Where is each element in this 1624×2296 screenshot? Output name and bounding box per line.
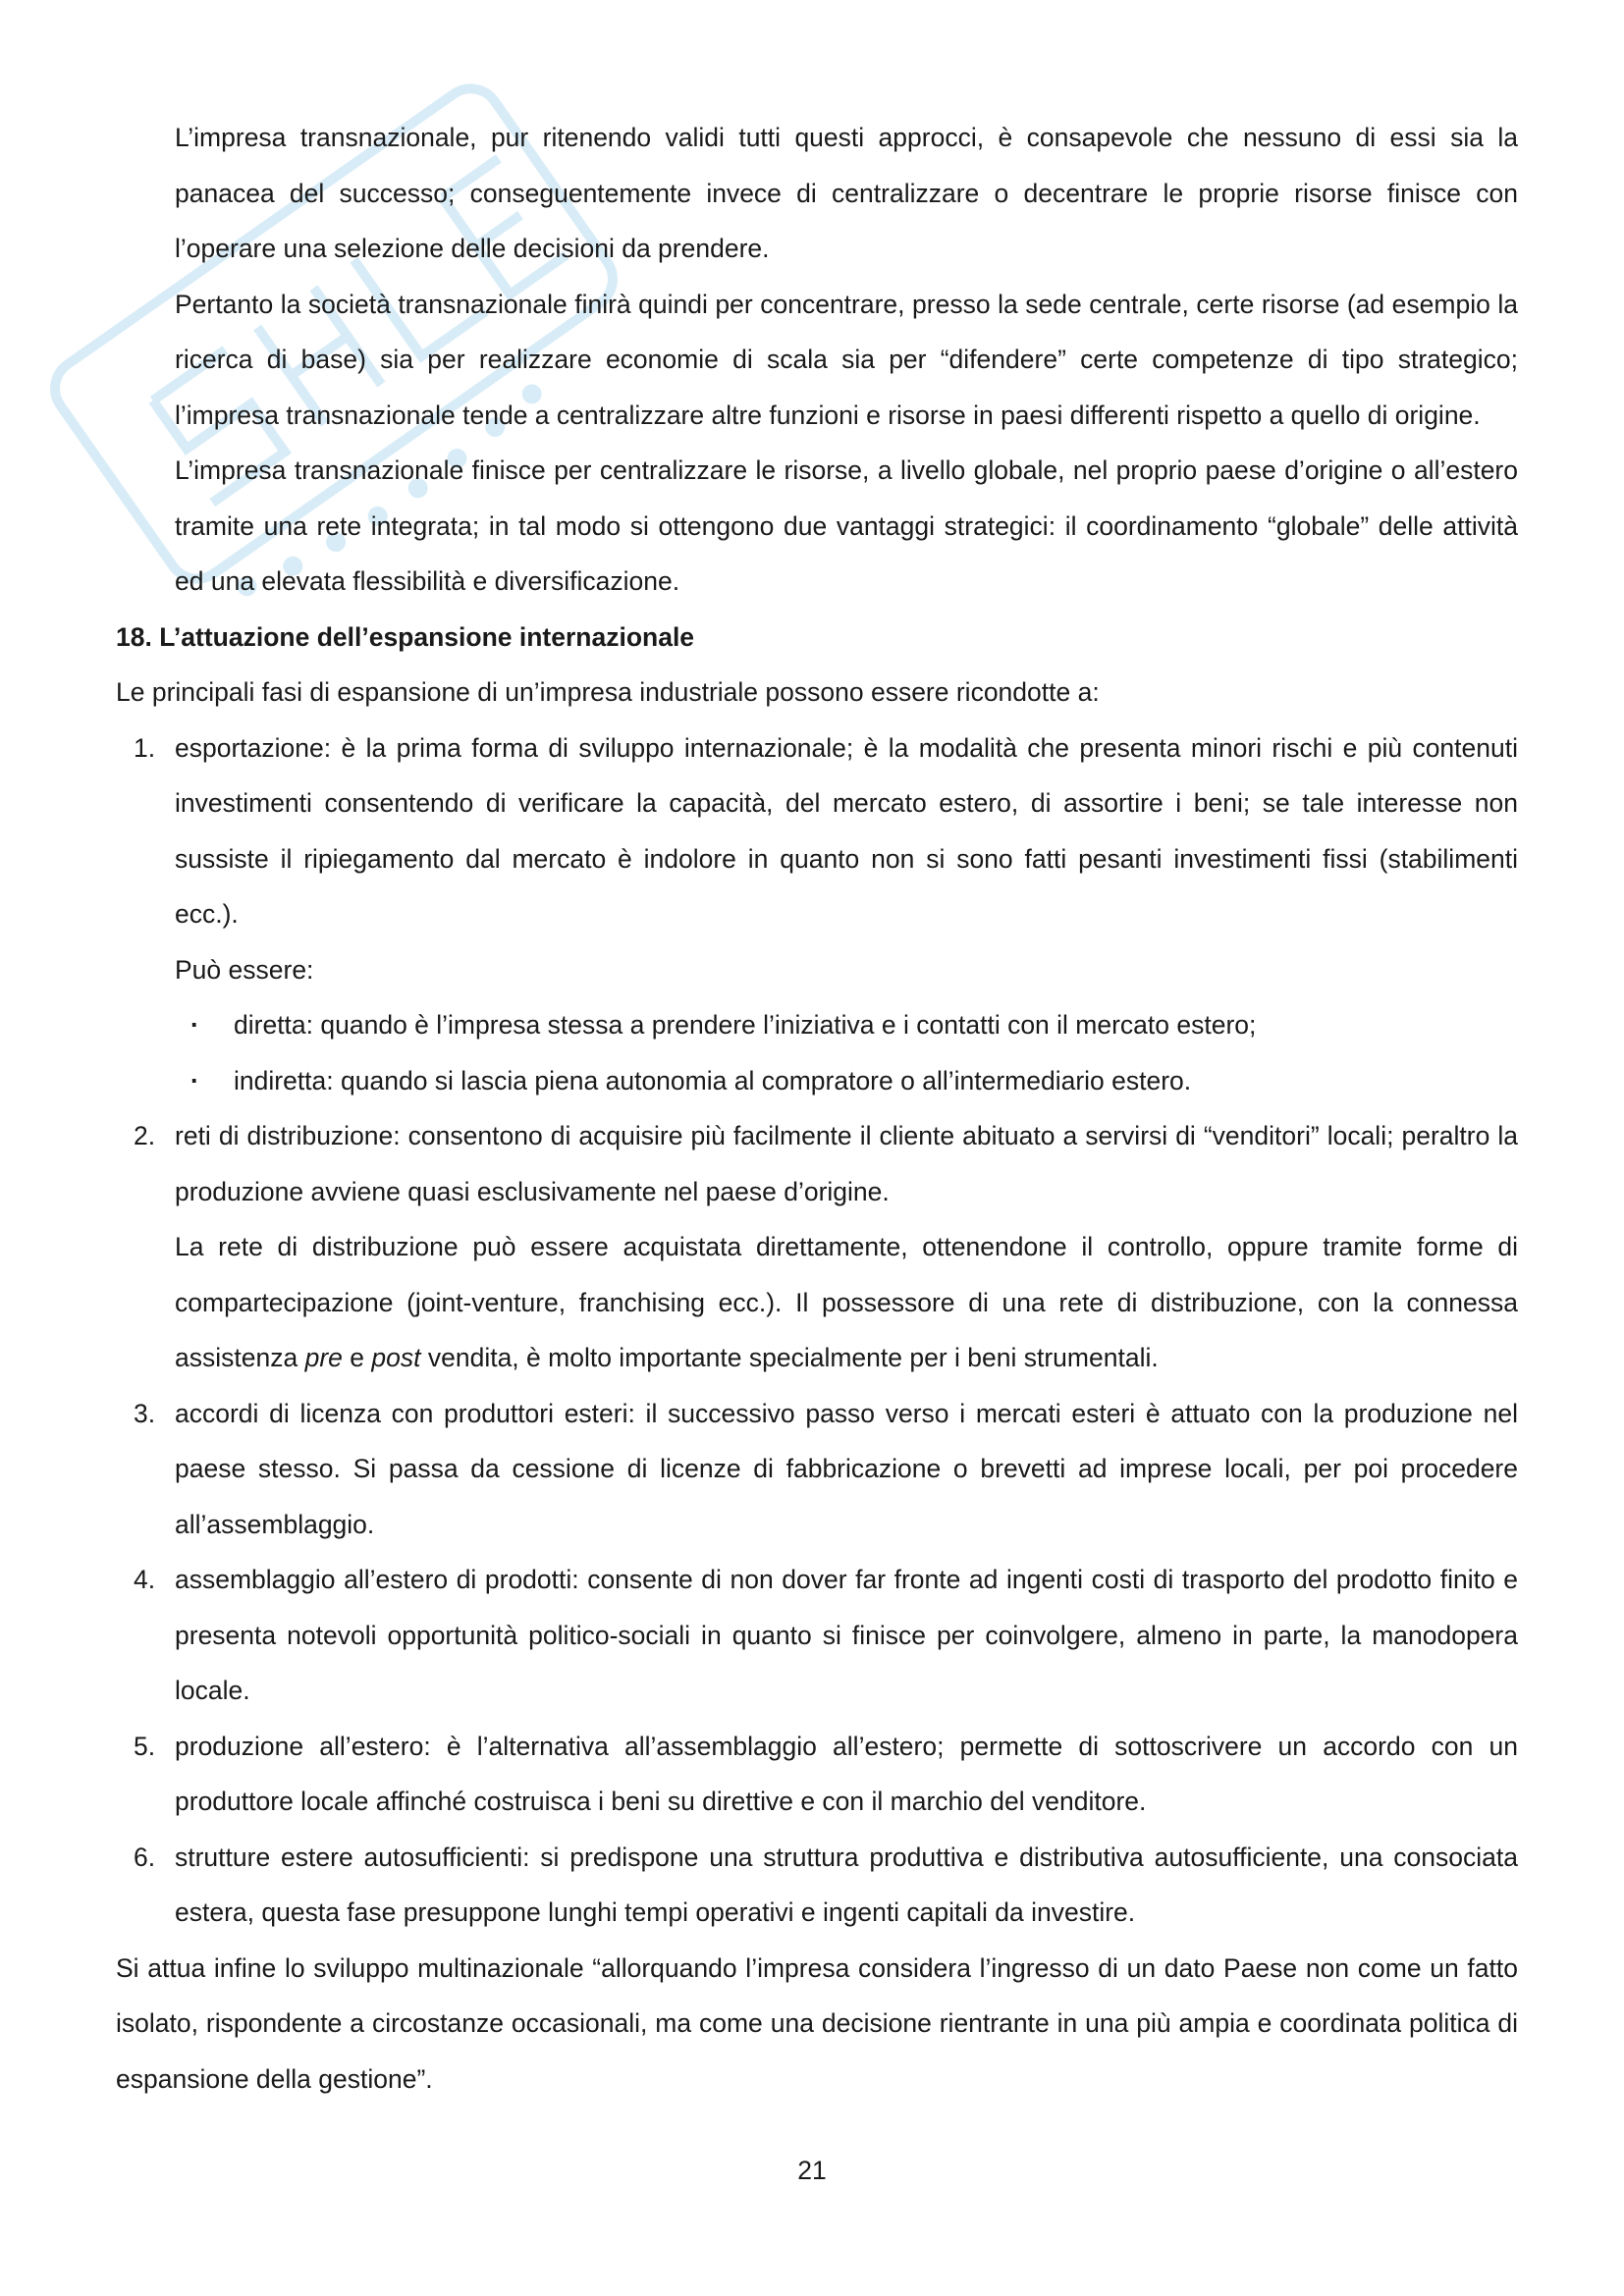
expansion-phases-list [116,721,1518,1941]
list-item [116,1552,1518,1719]
list-item [116,1386,1518,1553]
section-lead: Le principali fasi di espansione di un’impresa industriale possono essere ricondotte a: [116,677,1100,707]
paragraph: L’impresa transnazionale finisce per centralizzare le risorse, a livello globale, nel proprio paese d’origine o all’estero tramite una rete integrata; in tal modo si ottengono due vantaggi strategici: il coordinamento “globale” delle attività ed una elevata flessibilità e diversificazione. [175,455,1518,596]
paragraph: Pertanto la società transnazionale finirà quindi per concentrare, presso la sede centrale, certe risorse (ad esempio la ricerca di base) sia per realizzare economie di scala sia per “difendere” certe competenze di tipo strategico; l’impresa transnazionale tende a centralizzare altre funzioni e risorse in paesi differenti rispetto a quello di origine. [175,289,1518,430]
list-item [116,1719,1518,1830]
list-item-text: esportazione: è la prima forma di sviluppo internazionale; è la modalità che presenta minori rischi e più contenuti investimenti consentendo di verificare la capacità, del mercato estero, di assortire i beni; se tale interesse non sussiste il ripiegamento dal mercato è indolore in quanto non si sono fatti pesanti investimenti fissi (stabilimenti ecc.). [175,732,1518,929]
list-item-extra: La rete di distribuzione può essere acquistata direttamente, ottenendone il controllo, oppure tramite forme di compartecipazione (joint-venture, franchising ecc.). Il possessore di una rete di distribuzione, con la connessa assistenza pre e post vendita, è molto importante specialmente per i beni strumentali. [175,1232,1518,1372]
list-item-text: assemblaggio all’estero di prodotti: consente di non dover far fronte ad ingenti costi di trasporto del prodotto finito e presenta notevoli opportunità politico-sociali in quanto si finisce per coinvolgere, almeno in parte, la manodopera locale. [175,1565,1518,1705]
list-number: 1. [134,732,156,763]
list-number: 3. [134,1398,156,1428]
list-number: 5. [134,1731,156,1761]
list-item-text: accordi di licenza con produttori esteri: il successivo passo verso i mercati esteri è attuato con la produzione nel paese stesso. Si passa da cessione di licenze di fabbricazione o brevetti ad imprese locali, per poi procedere all’assemblaggio. [175,1398,1518,1539]
list-item-text: produzione all’estero: è l’alternativa all’assemblaggio all’estero; permette di sottoscrivere un accordo con un produttore locale affinché costruisca i beni su direttive e con il marchio del venditore. [175,1731,1518,1816]
page-content [116,110,1518,2107]
list-item-text: reti di distribuzione: consentono di acquisire più facilmente il cliente abituato a servirsi di “venditori” locali; peraltro la produzione avviene quasi esclusivamente nel paese d’origine. [175,1121,1518,1206]
list-item [116,721,1518,1109]
list-item [116,1830,1518,1941]
sub-label: Può essere: [175,954,314,985]
bullet-item [175,997,1518,1053]
bullet-list [175,997,1518,1108]
list-number: 6. [134,1842,156,1872]
bullet-dot-icon: · [190,1010,199,1040]
page-number: 21 [797,2156,827,2185]
section-heading: 18. L’attuazione dell’espansione internazionale [116,621,695,652]
list-item-text: strutture estere autosufficienti: si predispone una struttura produttiva e distributiva autosufficiente, una consociata estera, questa fase presuppone lunghi tempi operativi e ingenti capitali da investire. [175,1842,1518,1927]
bullet-item [175,1053,1518,1109]
paragraph: L’impresa transnazionale, pur ritenendo validi tutti questi approcci, è consapevole che nessuno di essi sia la panacea del successo; conseguentemente invece di centralizzare o decentrare le proprie risorse finisce con l’operare una selezione delle decisioni da prendere. [175,123,1518,263]
list-item [116,1108,1518,1386]
bullet-dot-icon: · [190,1065,199,1095]
list-number: 4. [134,1565,156,1594]
list-number: 2. [134,1121,156,1150]
closing-paragraph: Si attua infine lo sviluppo multinazionale “allorquando l’impresa considera l’ingresso di un dato Paese non come un fatto isolato, rispondente a circostanze occasionali, ma come una decisione rientrante in una più ampia e coordinata politica di espansione della gestione”. [116,1952,1518,2094]
bullet-text: diretta: quando è l’impresa stessa a prendere l’iniziativa e i contatti con il mercato estero; [234,1010,1257,1040]
bullet-text: indiretta: quando si lascia piena autonomia al compratore o all’intermediario estero. [234,1065,1192,1095]
